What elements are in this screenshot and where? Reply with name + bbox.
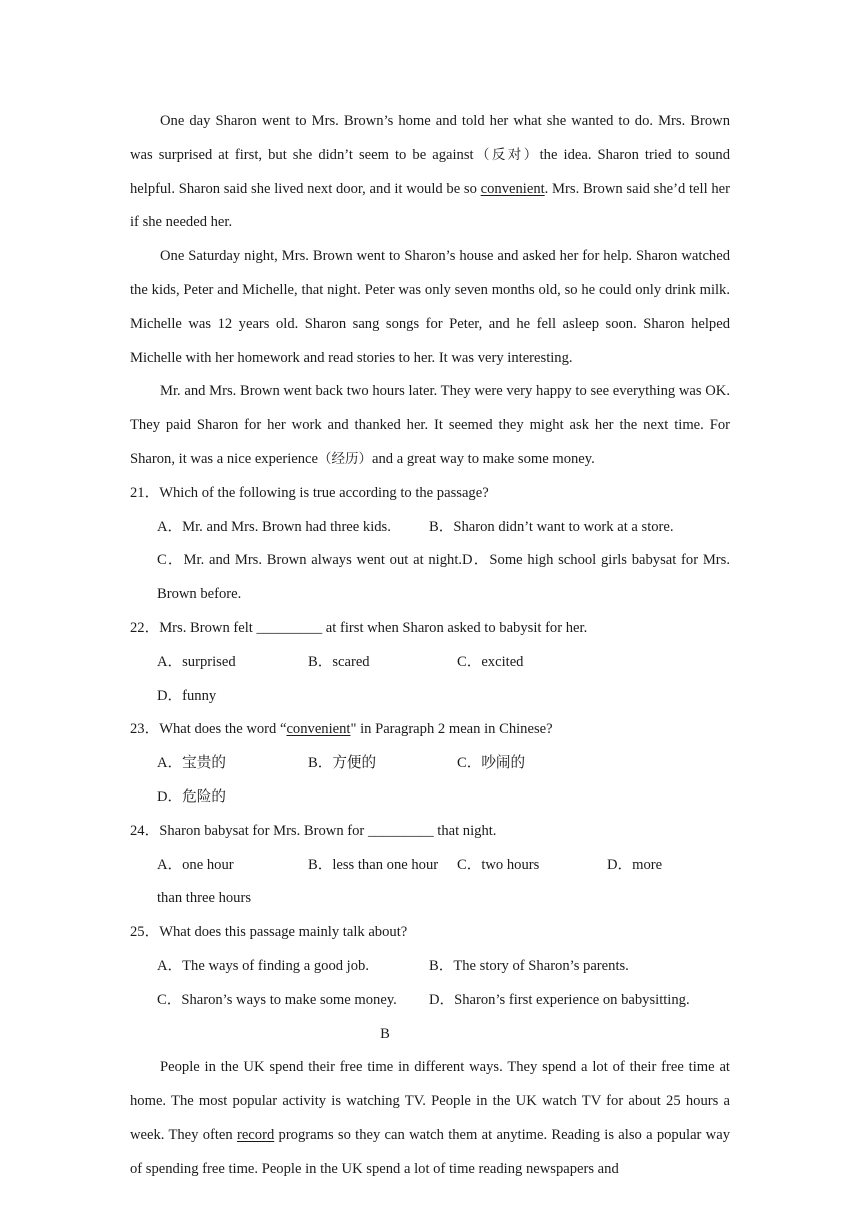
question-24 bbox=[130, 815, 730, 849]
question-21-options-row-1 bbox=[130, 511, 730, 545]
option-d[interactable]: D．Sharon’s first experience on babysitting. bbox=[429, 991, 690, 1008]
paragraph-2: One Saturday night, Mrs. Brown went to Sharon’s house and asked her for help. Sharon watched the kids, Peter and Michelle, that night. Peter was only seven months old, so he could only drink milk. Michelle was 12 years old. Sharon sang songs for Peter, and he fell asleep soon. Sharon helped Michelle with her homework and read stories to her. It was very interesting. bbox=[130, 248, 730, 366]
option-c[interactable]: C．Sharon’s ways to make some money. bbox=[157, 991, 397, 1008]
question-text: Mrs. Brown felt _________ at first when Sharon asked to babysit for her. bbox=[159, 619, 588, 636]
question-22 bbox=[130, 612, 730, 646]
question-number: 22． bbox=[130, 619, 160, 636]
question-25-options-row-1 bbox=[130, 950, 730, 984]
paragraph-3: Mr. and Mrs. Brown went back two hours later. They were very happy to see everything was OK. They paid Sharon for her work and thanked her. It seemed they might ask her the next time. For Sharon, it was a nice experience（经历）and a great way to make some money. bbox=[130, 383, 730, 467]
question-25 bbox=[130, 916, 730, 950]
question-text: What does this passage mainly talk about? bbox=[159, 924, 408, 941]
option-c[interactable]: C．two hours bbox=[457, 856, 540, 873]
question-22-options bbox=[130, 646, 730, 714]
underlined-word: convenient bbox=[480, 180, 545, 197]
option-b[interactable]: B．less than one hour bbox=[308, 856, 439, 873]
chinese-gloss: （反对） bbox=[473, 146, 540, 163]
chinese-gloss: （经历） bbox=[318, 450, 373, 467]
question-23: 23．What does the word “convenient" in Paragraph 2 mean in Chinese? bbox=[130, 721, 553, 738]
option-b[interactable]: B．scared bbox=[308, 653, 370, 670]
question-number: 25． bbox=[130, 924, 160, 941]
question-number: 23． bbox=[130, 721, 160, 738]
option-c[interactable]: C．excited bbox=[457, 653, 524, 670]
option-a[interactable]: A．one hour bbox=[157, 856, 234, 873]
underlined-word: convenient bbox=[286, 721, 351, 738]
option-b[interactable]: B．方便的 bbox=[308, 755, 377, 772]
paragraph-1: One day Sharon went to Mrs. Brown’s home and told her what she wanted to do. Mrs. Brown was surprised at first, but she didn’t seem to be against（反对）the idea. Sharon tried to sound helpful. Sharon said she lived next door, and it would be so convenient. Mrs. Brown said she’d tell her if she needed her. bbox=[130, 113, 731, 231]
option-c[interactable]: C．Mr. and Mrs. Brown always went out at night. bbox=[157, 552, 463, 569]
option-b[interactable]: B．The story of Sharon’s parents. bbox=[429, 957, 629, 974]
question-24-options bbox=[130, 849, 730, 917]
option-a[interactable]: A．宝贵的 bbox=[157, 755, 226, 772]
question-text: Sharon babysat for Mrs. Brown for _________ that night. bbox=[159, 822, 497, 839]
option-d[interactable]: D．more than three hours bbox=[157, 856, 663, 907]
option-b[interactable]: B．Sharon didn’t want to work at a store. bbox=[429, 518, 674, 535]
question-number: 24． bbox=[130, 822, 160, 839]
question-25-options-row-2 bbox=[130, 984, 730, 1018]
question-text: Which of the following is true according to the passage? bbox=[159, 484, 489, 501]
option-a[interactable]: A．The ways of finding a good job. bbox=[157, 957, 369, 974]
underlined-word: record bbox=[236, 1126, 275, 1143]
question-23-options bbox=[130, 747, 730, 815]
option-a[interactable]: A．surprised bbox=[157, 653, 236, 670]
option-a[interactable]: A．Mr. and Mrs. Brown had three kids. bbox=[157, 518, 391, 535]
option-d[interactable]: D．Some high school girls babysat for Mrs. Brown before. bbox=[157, 552, 730, 603]
option-d[interactable]: D．funny bbox=[157, 687, 217, 704]
option-d[interactable]: D．危险的 bbox=[157, 788, 226, 805]
option-c[interactable]: C．吵闹的 bbox=[457, 755, 526, 772]
document-page bbox=[130, 105, 730, 1187]
question-21 bbox=[130, 477, 730, 511]
section-b-paragraph-1: People in the UK spend their free time in different ways. They spend a lot of their free time at home. The most popular activity is watching TV. People in the UK watch TV for about 25 hours a week. They often record programs so they can watch them at anytime. Reading is also a popular way of spending free time. People in the UK spend a lot of time reading newspapers and bbox=[130, 1059, 730, 1177]
section-heading: B bbox=[380, 1025, 390, 1042]
question-number: 21． bbox=[130, 484, 160, 501]
question-21-options-row-2 bbox=[130, 544, 730, 612]
